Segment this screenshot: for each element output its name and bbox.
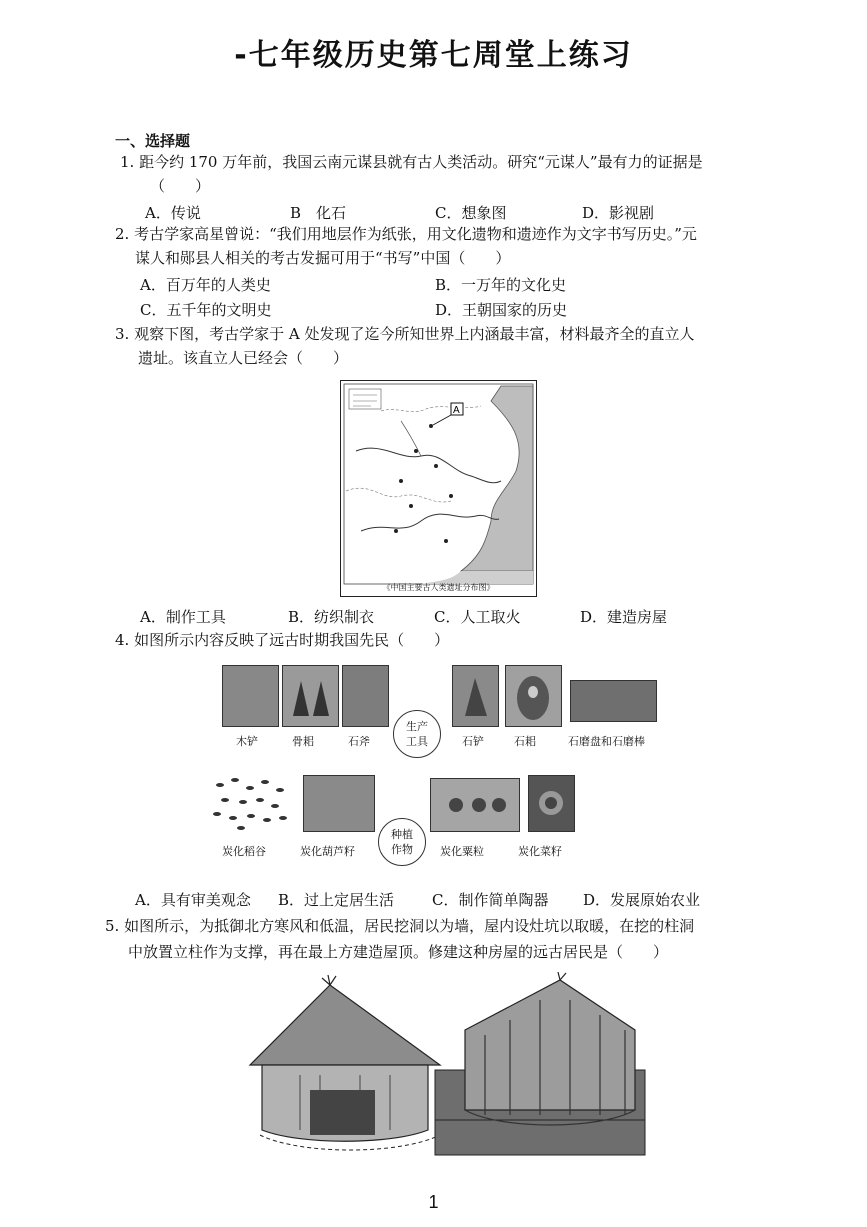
- tool-label-4: 石铲: [462, 735, 484, 748]
- charred-rice-image: [205, 770, 295, 835]
- vegetable-seed-drawing: [529, 776, 574, 831]
- q4-option-a: A．具有审美观念: [135, 891, 251, 909]
- map-caption: 《中国主要古人类遗址分布图》: [382, 583, 495, 592]
- crops-center-line2: 作物: [391, 843, 413, 856]
- site-distribution-map: [340, 380, 537, 597]
- bone-spade-drawing: [283, 666, 338, 726]
- crops-center-badge: [378, 818, 426, 866]
- q2-option-b: B．一万年的文化史: [435, 276, 567, 294]
- q2-option-d: D．王朝国家的历史: [435, 301, 568, 319]
- q3-option-c: C．人工取火: [434, 608, 521, 626]
- q3-stem-line2: 遗址。该直立人已经会（ ）: [138, 349, 349, 367]
- stone-axe-image: [342, 665, 389, 727]
- q3-option-a: A．制作工具: [140, 608, 226, 626]
- q3-stem-line1: 3. 观察下图，考古学家于 A 处发现了迄今所知世界上内涵最丰富，材料最齐全的直立人: [115, 325, 695, 343]
- crops-center-line1: 种植: [391, 828, 413, 841]
- tools-center-line2: 工具: [406, 735, 428, 748]
- map-marker-a: A: [453, 405, 460, 416]
- stone-shovel-image: [452, 665, 499, 727]
- tools-center-badge: [393, 710, 441, 758]
- crop-label-2: 炭化葫芦籽: [300, 845, 355, 858]
- china-map-drawing: [341, 381, 536, 596]
- grinding-stone-image: [570, 680, 657, 722]
- tool-label-6: 石磨盘和石磨棒: [568, 735, 645, 748]
- stone-plow-drawing: [506, 666, 561, 726]
- q4-option-b: B．过上定居生活: [278, 891, 395, 909]
- houses-drawing: [240, 970, 660, 1160]
- q2-stem-line2: 谋人和郧县人相关的考古发掘可用于“书写”中国（ ）: [135, 249, 511, 267]
- tool-label-2: 骨耜: [292, 735, 314, 748]
- q1-stem-line2: （ ）: [150, 177, 211, 195]
- stone-plow-image: [505, 665, 562, 727]
- q1-stem-line1: 1. 距今约 170 万年前，我国云南元谋县就有古人类活动。研究“元谋人”最有力的证据是: [120, 153, 703, 171]
- q4-option-c: C．制作简单陶器: [432, 891, 549, 909]
- millet-image: [430, 778, 520, 832]
- wooden-spade-image: [222, 665, 279, 727]
- q4-stem-line1: 4. 如图所示内容反映了远古时期我国先民（ ）: [115, 631, 450, 649]
- tool-label-1: 木铲: [236, 735, 258, 748]
- stone-shovel-drawing: [453, 666, 498, 726]
- crop-label-1: 炭化稻谷: [222, 845, 266, 858]
- vegetable-seed-image: [528, 775, 575, 832]
- millet-drawing: [431, 779, 519, 831]
- gourd-seed-image: [303, 775, 375, 832]
- q2-option-c: C．五千年的文明史: [140, 301, 272, 319]
- q3-option-d: D．建造房屋: [580, 608, 668, 626]
- bone-spade-image: [282, 665, 339, 727]
- section-heading: 一、选择题: [115, 132, 191, 150]
- rice-grains-drawing: [205, 770, 295, 835]
- q4-option-d: D．发展原始农业: [583, 891, 701, 909]
- q1-option-c: C．想象图: [435, 204, 507, 222]
- q2-stem-line1: 2. 考古学家高星曾说：“我们用地层作为纸张，用文化遗物和遗迹作为文字书写历史。”元: [115, 225, 697, 243]
- tools-center-line1: 生产: [406, 720, 428, 733]
- q3-option-b: B．纺织制衣: [288, 608, 375, 626]
- tool-label-5: 石耜: [514, 735, 536, 748]
- q5-stem-line1: 5. 如图所示，为抵御北方寒风和低温，居民挖洞以为墙，屋内设灶坑以取暖，在挖的柱洞: [105, 917, 695, 935]
- q1-option-d: D．影视剧: [582, 204, 655, 222]
- page-number: 1: [428, 1192, 439, 1212]
- q1-option-a: A．传说: [145, 204, 201, 222]
- q1-option-b: B 化石: [290, 204, 347, 222]
- q2-option-a: A．百万年的人类史: [140, 276, 271, 294]
- tool-label-3: 石斧: [348, 735, 370, 748]
- page-title: -七年级历史第七周堂上练习: [234, 38, 633, 73]
- semi-subterranean-house-illustration: [240, 970, 660, 1160]
- crop-label-3: 炭化粟粒: [440, 845, 484, 858]
- left-hut: [250, 975, 440, 1150]
- crop-label-4: 炭化菜籽: [518, 845, 562, 858]
- q5-stem-line2: 中放置立柱作为支撑，再在最上方建造屋顶。修建这种房屋的远古居民是（ ）: [128, 943, 669, 961]
- right-hut: [435, 972, 645, 1155]
